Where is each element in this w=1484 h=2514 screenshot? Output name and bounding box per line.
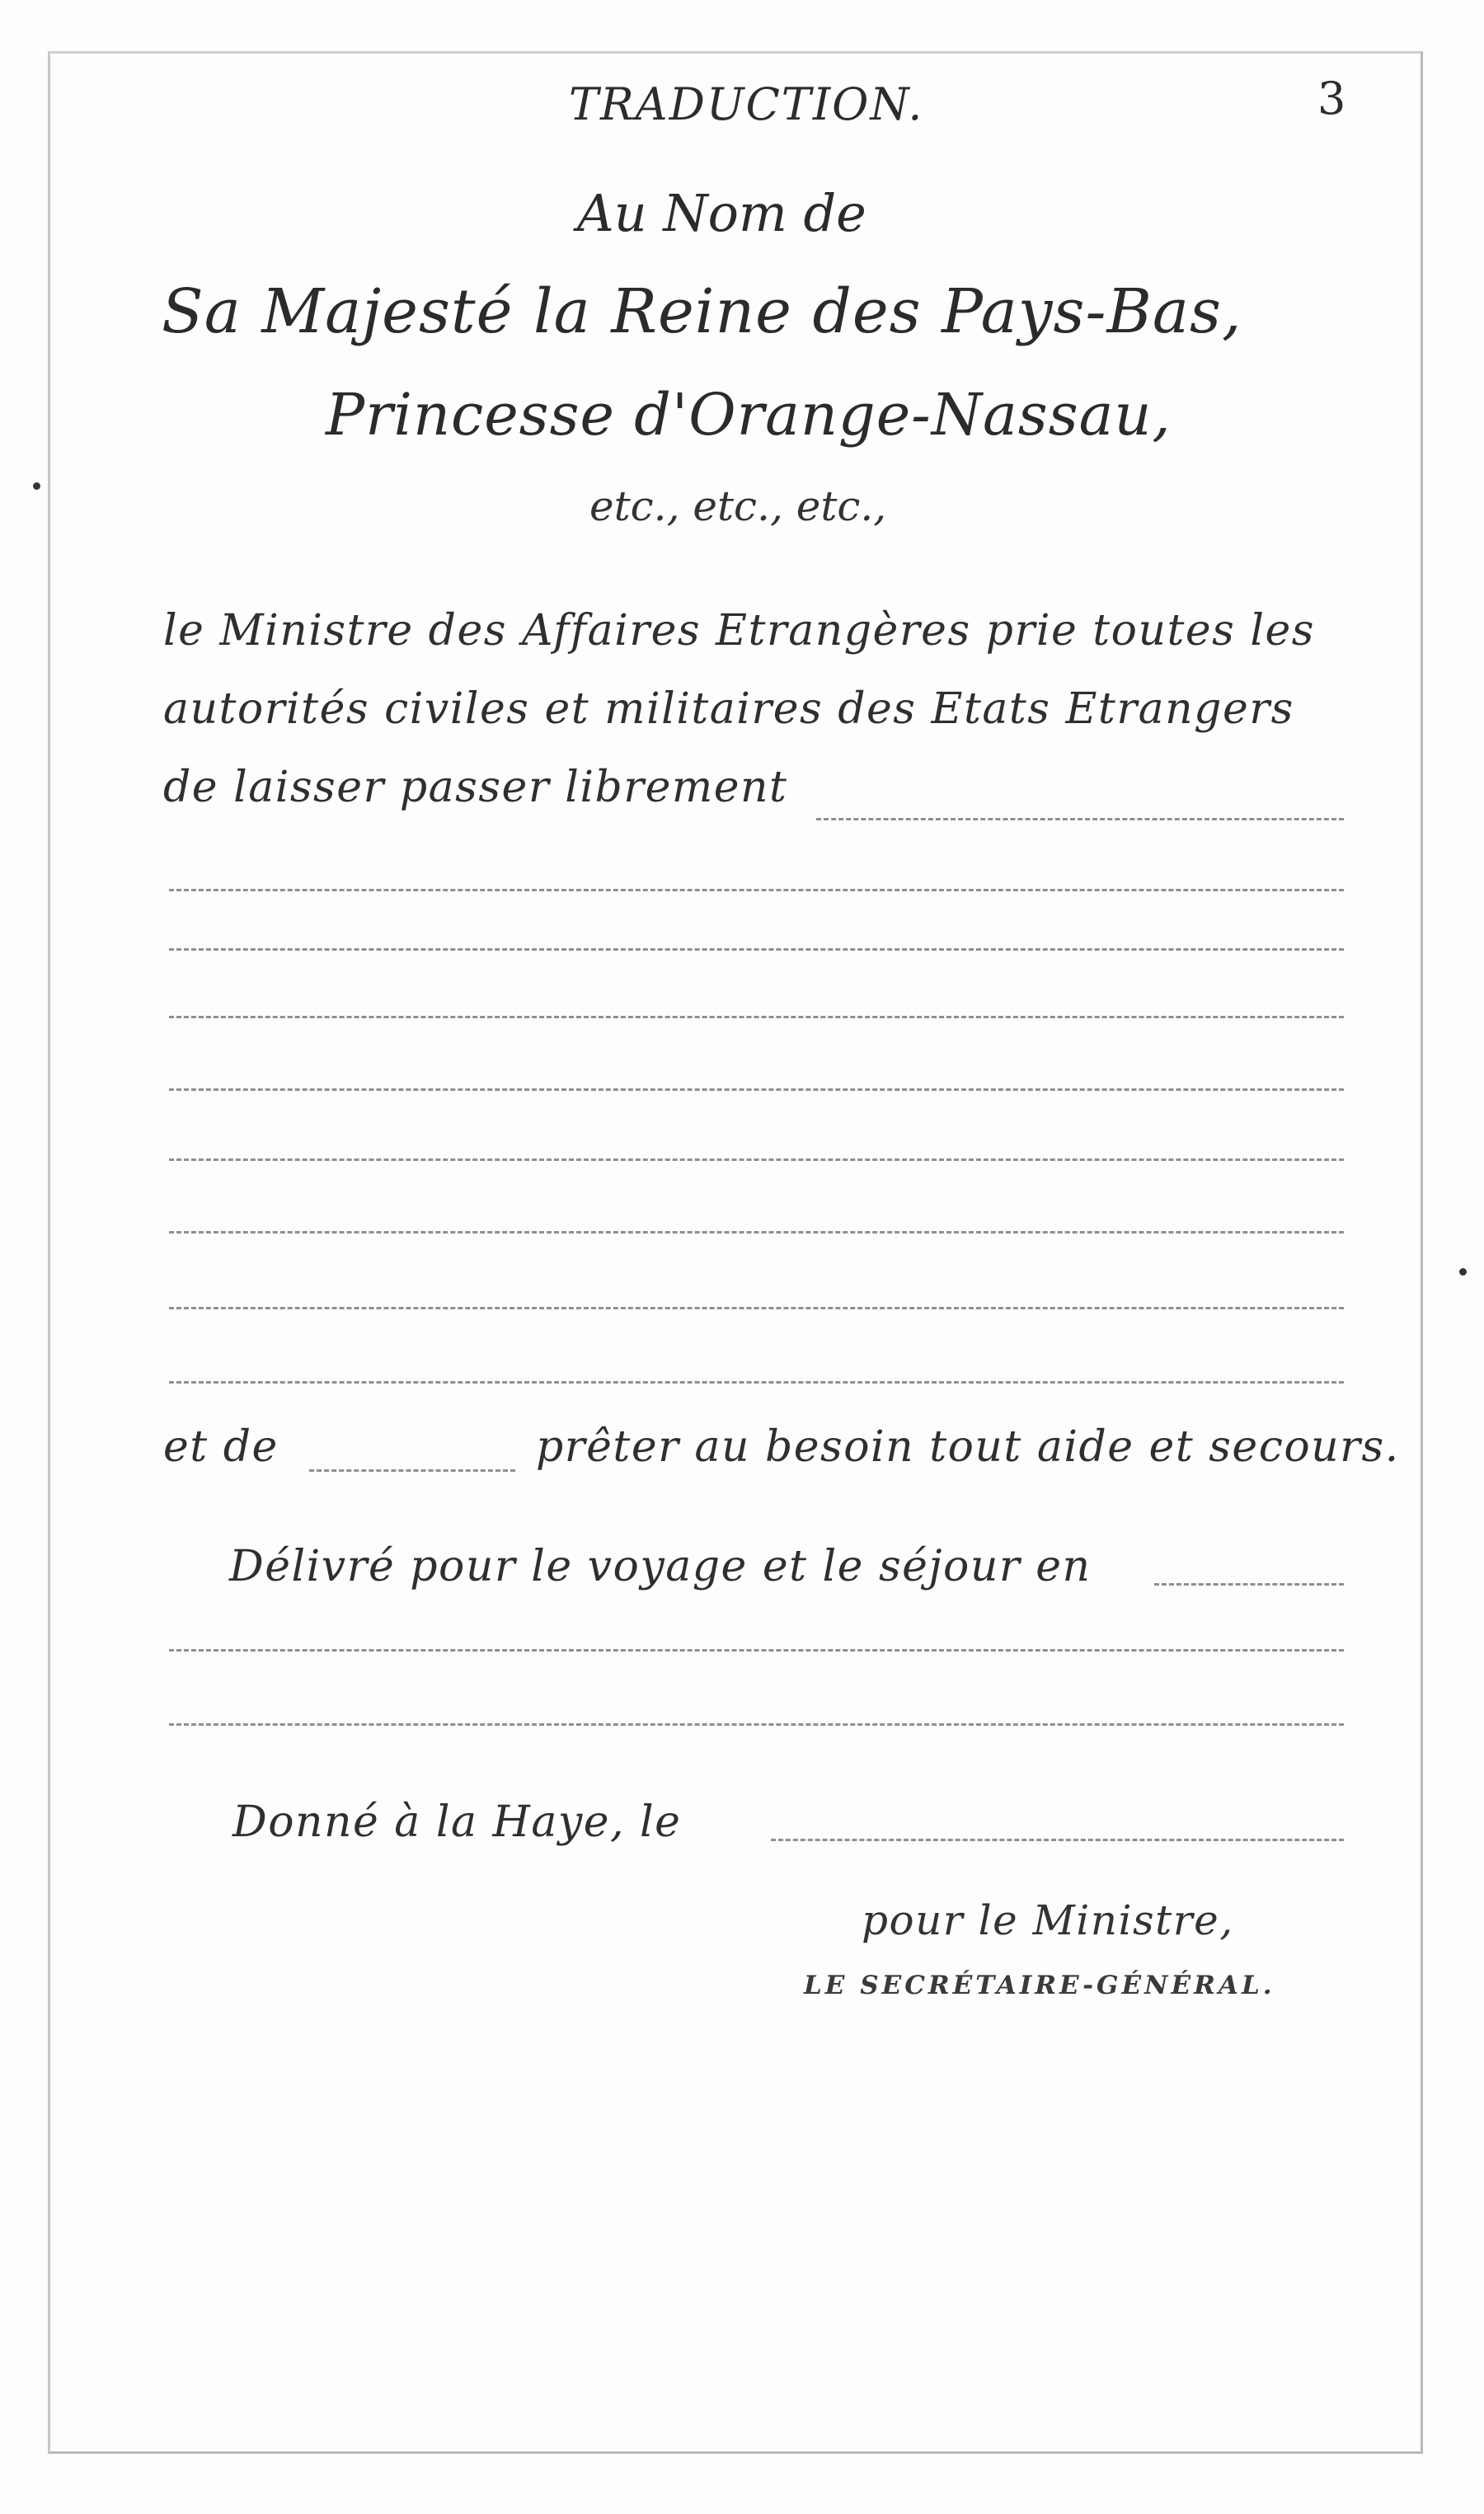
fill-line-3 — [169, 1016, 1344, 1018]
fill-line-passer — [816, 818, 1344, 820]
delivered-text: Délivré pour le voyage et le séjour en — [229, 1542, 1092, 1591]
body-line-1: le Ministre des Affaires Etrangères prie toutes les — [163, 606, 1315, 656]
fill-line-1 — [169, 889, 1344, 891]
fill-line-6 — [169, 1231, 1344, 1234]
fill-line-sejour-3 — [169, 1723, 1344, 1726]
body-line-3: de laisser passer librement — [163, 763, 788, 812]
page-number: 3 — [1317, 73, 1346, 125]
heading-princess: Princesse d'Orange-Nassau, — [326, 381, 1172, 449]
given-text: Donné à la Haye, le — [232, 1797, 682, 1847]
document-header-title: TRADUCTION. — [569, 78, 924, 130]
body-line-2: autorités civiles et militaires des Etats Etrangers — [163, 684, 1294, 734]
signature-for-minister: pour le Ministre, — [862, 1896, 1234, 1944]
fill-line-sejour — [1154, 1583, 1344, 1586]
fill-line-5 — [169, 1158, 1344, 1161]
fill-line-sejour-2 — [169, 1649, 1344, 1652]
heading-etc: etc., etc., etc., — [589, 482, 887, 530]
fill-line-8 — [169, 1381, 1344, 1384]
ink-speck — [1459, 1268, 1467, 1276]
signature-secretary-general: LE SECRÉTAIRE-GÉNÉRAL. — [804, 1971, 1275, 2000]
aid-prefix: et de — [163, 1422, 279, 1472]
heading-majesty: Sa Majesté la Reine des Pays-Bas, — [162, 276, 1242, 347]
fill-line-date — [771, 1839, 1344, 1841]
fill-line-4 — [169, 1088, 1344, 1091]
fill-line-aid — [309, 1469, 515, 1472]
fill-line-7 — [169, 1307, 1344, 1309]
heading-au-nom-de: Au Nom de — [577, 183, 866, 243]
aid-suffix: prêter au besoin tout aide et secours. — [536, 1422, 1400, 1472]
ink-speck — [33, 482, 40, 490]
fill-line-2 — [169, 948, 1344, 951]
